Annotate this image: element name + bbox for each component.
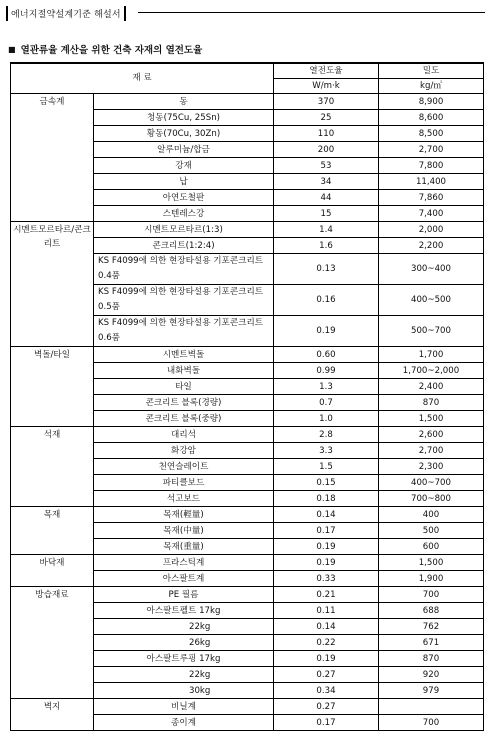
density-cell: 700~800 xyxy=(379,491,484,507)
material-cell: 아스팔트펠트 17kg xyxy=(94,603,274,619)
material-cell: 아스팔트계 xyxy=(94,571,274,587)
material-cell: 천연슬레이트 xyxy=(94,459,274,475)
material-cell: 타일 xyxy=(94,379,274,395)
density-cell: 979 xyxy=(379,683,484,699)
density-cell: 2,300 xyxy=(379,459,484,475)
density-cell: 1,500 xyxy=(379,411,484,427)
material-cell: 납 xyxy=(94,174,274,190)
conductivity-cell: 0.27 xyxy=(274,667,379,683)
material-cell: KS F4099에 의한 현장타설용 기포콘크리트 0.5품 xyxy=(94,285,274,316)
square-bullet-icon: ■ xyxy=(8,44,16,54)
conductivity-cell: 0.16 xyxy=(274,285,379,316)
category-cell: 바닥재 xyxy=(11,555,94,587)
material-cell: 황동(70Cu, 30Zn) xyxy=(94,126,274,142)
density-cell: 920 xyxy=(379,667,484,683)
density-cell: 500 xyxy=(379,523,484,539)
material-cell: 26kg xyxy=(94,635,274,651)
conductivity-cell: 0.19 xyxy=(274,539,379,555)
material-cell: 강재 xyxy=(94,158,274,174)
density-cell xyxy=(379,699,484,715)
conductivity-cell: 0.11 xyxy=(274,603,379,619)
material-cell: 아스팔트루핑 17kg xyxy=(94,651,274,667)
density-cell: 7,400 xyxy=(379,206,484,222)
category-cell: 벽돌/타일 xyxy=(11,347,94,427)
density-cell: 600 xyxy=(379,539,484,555)
material-cell: 내화벽돌 xyxy=(94,363,274,379)
conductivity-cell: 0.60 xyxy=(274,347,379,363)
material-cell: 22kg xyxy=(94,619,274,635)
section-heading xyxy=(8,42,202,56)
col-density-unit: kg/㎥ xyxy=(379,79,484,94)
category-cell: 금속계 xyxy=(11,94,94,222)
page-header xyxy=(6,4,126,22)
material-cell: 석고보드 xyxy=(94,491,274,507)
table-row xyxy=(11,587,484,603)
category-cell: 벽지 xyxy=(11,699,94,731)
table-row xyxy=(11,427,484,443)
density-cell: 2,600 xyxy=(379,427,484,443)
density-cell: 688 xyxy=(379,603,484,619)
density-cell: 400 xyxy=(379,507,484,523)
density-cell: 700 xyxy=(379,715,484,731)
density-cell: 1,700~2,000 xyxy=(379,363,484,379)
density-cell: 7,800 xyxy=(379,158,484,174)
table-row xyxy=(11,699,484,715)
conductivity-cell: 2.8 xyxy=(274,427,379,443)
material-cell: 시멘트벽돌 xyxy=(94,347,274,363)
material-cell: 콘크리트(1:2:4) xyxy=(94,238,274,254)
density-cell: 300~400 xyxy=(379,254,484,285)
density-cell: 7,860 xyxy=(379,190,484,206)
header-rule xyxy=(138,12,485,13)
conductivity-cell: 0.99 xyxy=(274,363,379,379)
conductivity-cell: 1.6 xyxy=(274,238,379,254)
material-cell: KS F4099에 의한 현장타설용 기포콘크리트 0.6품 xyxy=(94,316,274,347)
density-cell: 8,900 xyxy=(379,94,484,110)
conductivity-cell: 0.22 xyxy=(274,635,379,651)
density-cell: 762 xyxy=(379,619,484,635)
density-cell: 8,500 xyxy=(379,126,484,142)
conductivity-cell: 25 xyxy=(274,110,379,126)
density-cell: 400~500 xyxy=(379,285,484,316)
material-cell: 콘크리트 블록(경량) xyxy=(94,395,274,411)
material-cell: 아연도철판 xyxy=(94,190,274,206)
conductivity-cell: 0.15 xyxy=(274,475,379,491)
density-cell: 870 xyxy=(379,395,484,411)
material-cell: 대리석 xyxy=(94,427,274,443)
col-conductivity-unit: W/m·k xyxy=(274,79,379,94)
density-cell: 2,400 xyxy=(379,379,484,395)
density-cell: 400~700 xyxy=(379,475,484,491)
density-cell: 870 xyxy=(379,651,484,667)
material-cell: 목재(中量) xyxy=(94,523,274,539)
material-cell: 파티클보드 xyxy=(94,475,274,491)
header-bar-left xyxy=(6,6,8,21)
material-cell: 콘크리트 블록(중량) xyxy=(94,411,274,427)
table-row xyxy=(11,94,484,110)
section-title: 열관류율 계산을 위한 건축 자재의 열전도율 xyxy=(20,45,203,56)
conductivity-cell: 0.34 xyxy=(274,683,379,699)
material-cell: 종이계 xyxy=(94,715,274,731)
conductivity-cell: 0.17 xyxy=(274,523,379,539)
material-cell: KS F4099에 의한 현장타설용 기포콘크리트 0.4품 xyxy=(94,254,274,285)
density-cell: 1,700 xyxy=(379,347,484,363)
col-conductivity-header: 열전도율 xyxy=(274,63,379,79)
conductivity-cell: 34 xyxy=(274,174,379,190)
table-row xyxy=(11,222,484,238)
material-cell: 스텐레스강 xyxy=(94,206,274,222)
conductivity-cell: 370 xyxy=(274,94,379,110)
material-cell: 30kg xyxy=(94,683,274,699)
conductivity-cell: 0.13 xyxy=(274,254,379,285)
table-body xyxy=(11,94,484,731)
material-cell: PE 필름 xyxy=(94,587,274,603)
conductivity-table xyxy=(10,62,484,731)
material-cell: 목재(輕量) xyxy=(94,507,274,523)
material-cell: 알루미늄/합금 xyxy=(94,142,274,158)
conductivity-cell: 0.18 xyxy=(274,491,379,507)
conductivity-cell: 200 xyxy=(274,142,379,158)
conductivity-cell: 0.19 xyxy=(274,651,379,667)
density-cell: 1,500 xyxy=(379,555,484,571)
density-cell: 2,700 xyxy=(379,142,484,158)
density-cell: 2,700 xyxy=(379,443,484,459)
density-cell: 671 xyxy=(379,635,484,651)
category-cell: 석재 xyxy=(11,427,94,507)
conductivity-cell: 0.7 xyxy=(274,395,379,411)
conductivity-cell: 0.19 xyxy=(274,555,379,571)
density-cell: 2,200 xyxy=(379,238,484,254)
conductivity-cell: 15 xyxy=(274,206,379,222)
conductivity-cell: 0.17 xyxy=(274,715,379,731)
table-row xyxy=(11,347,484,363)
material-cell: 프라스틱계 xyxy=(94,555,274,571)
material-cell: 시멘트모르타르(1:3) xyxy=(94,222,274,238)
density-cell: 500~700 xyxy=(379,316,484,347)
conductivity-cell: 110 xyxy=(274,126,379,142)
category-cell: 방습재료 xyxy=(11,587,94,699)
density-cell: 700 xyxy=(379,587,484,603)
conductivity-cell: 3.3 xyxy=(274,443,379,459)
header-bar-right xyxy=(124,6,126,21)
density-cell: 1,900 xyxy=(379,571,484,587)
conductivity-cell: 0.19 xyxy=(274,316,379,347)
conductivity-cell: 1.0 xyxy=(274,411,379,427)
conductivity-cell: 53 xyxy=(274,158,379,174)
material-cell: 동 xyxy=(94,94,274,110)
material-cell: 비닐계 xyxy=(94,699,274,715)
col-density-header: 밀도 xyxy=(379,63,484,79)
conductivity-cell: 0.27 xyxy=(274,699,379,715)
table-row xyxy=(11,507,484,523)
material-cell: 22kg xyxy=(94,667,274,683)
col-material-header: 재 료 xyxy=(11,63,274,94)
conductivity-cell: 1.5 xyxy=(274,459,379,475)
table-row xyxy=(11,555,484,571)
conductivity-cell: 0.21 xyxy=(274,587,379,603)
conductivity-cell: 1.3 xyxy=(274,379,379,395)
conductivity-cell: 0.14 xyxy=(274,507,379,523)
material-cell: 청동(75Cu, 25Sn) xyxy=(94,110,274,126)
conductivity-cell: 44 xyxy=(274,190,379,206)
material-cell: 화강암 xyxy=(94,443,274,459)
conductivity-cell: 0.33 xyxy=(274,571,379,587)
category-cell: 시멘트모르타르/콘크리트 xyxy=(11,222,94,347)
category-cell: 목재 xyxy=(11,507,94,555)
density-cell: 2,000 xyxy=(379,222,484,238)
material-cell: 목재(重量) xyxy=(94,539,274,555)
density-cell: 8,600 xyxy=(379,110,484,126)
density-cell: 11,400 xyxy=(379,174,484,190)
conductivity-cell: 1.4 xyxy=(274,222,379,238)
header-title: 에너지절약설계기준 해설서 xyxy=(11,9,121,20)
conductivity-cell: 0.14 xyxy=(274,619,379,635)
